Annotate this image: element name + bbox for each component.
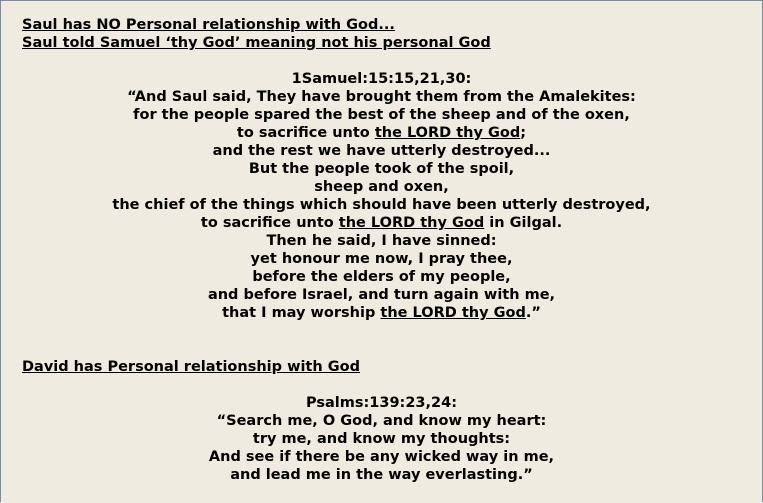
verse-line: “Search me, O God, and know my heart:: [216, 413, 547, 429]
verse-line: to sacrifice unto the LORD thy God;: [236, 125, 527, 141]
verse-line: and lead me in the way everlasting.”: [230, 467, 533, 483]
david-passage: [0, 394, 763, 484]
saul-reference: 1Samuel:15:15,21,30:: [291, 71, 472, 87]
verse-line: to sacrifice unto the LORD thy God in Gilgal.: [200, 215, 563, 231]
verse-line: sheep and oxen,: [314, 179, 449, 195]
verse-line: for the people spared the best of the sheep and of the oxen,: [133, 107, 630, 123]
verse-line: And see if there be any wicked way in me,: [208, 449, 555, 465]
verse-line: and the rest we have utterly destroyed...: [212, 143, 551, 159]
david-heading: David has Personal relationship with God: [22, 359, 360, 375]
verse-line: the chief of the things which should have been utterly destroyed,: [112, 197, 651, 213]
verse-line: yet honour me now, I pray thee,: [250, 251, 513, 267]
saul-heading-line2: Saul told Samuel ‘thy God’ meaning not his personal God: [22, 35, 491, 51]
verse-line: and before Israel, and turn again with me,: [207, 287, 556, 303]
verse-line: that I may worship the LORD thy God.”: [222, 305, 541, 321]
verse-line: try me, and know my thoughts:: [252, 431, 511, 447]
lord-thy-god-underline: the LORD thy God: [338, 215, 485, 231]
david-reference: Psalms:139:23,24:: [305, 395, 458, 411]
verse-line: But the people took of the spoil,: [248, 161, 515, 177]
verse-line: Then he said, I have sinned:: [266, 233, 497, 249]
lord-thy-god-underline: the LORD thy God: [380, 305, 526, 321]
verse-line: before the elders of my people,: [252, 269, 511, 285]
saul-heading-line1: Saul has NO Personal relationship with God...: [22, 17, 395, 33]
lord-thy-god-underline: the LORD thy God: [374, 125, 521, 141]
saul-passage: [0, 70, 763, 322]
verse-line: “And Saul said, They have brought them from the Amalekites:: [127, 89, 636, 105]
